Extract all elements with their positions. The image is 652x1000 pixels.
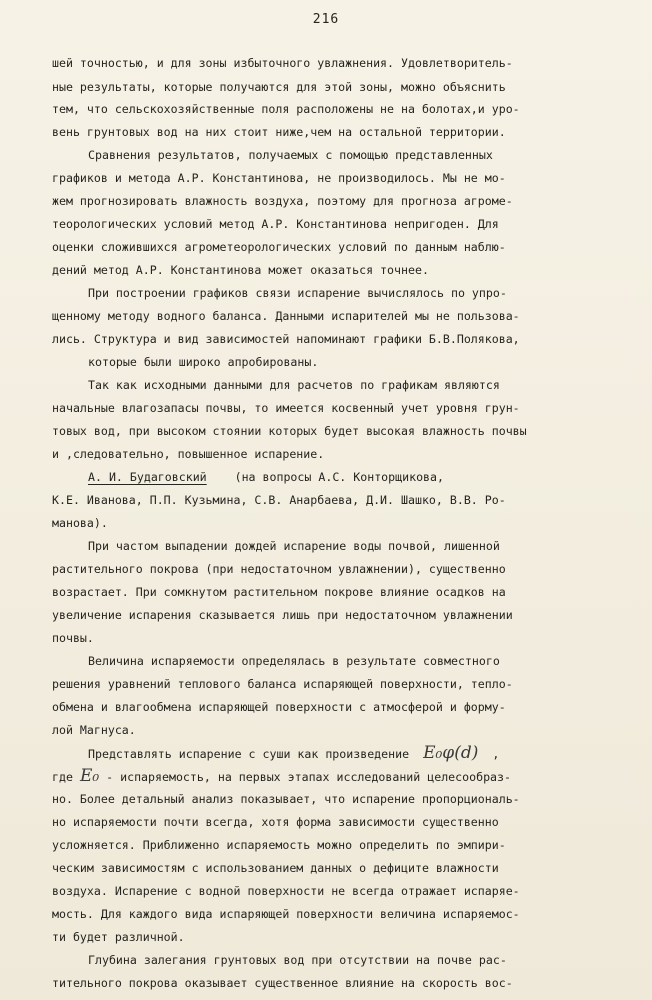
text-line: К.Е. Иванова, П.П. Кузьмина, С.В. Анарбаева, Д.И. Шашко, В.В. Ро- <box>52 493 506 507</box>
speaker-questions: (на вопросы А.С. Конторщикова, <box>234 470 444 484</box>
text-line: графиков и метода А.Р. Константинова, не производилось. Мы не мо- <box>52 171 506 185</box>
text-line: увеличение испарения сказывается лишь при недостаточном увлажнении <box>52 608 513 622</box>
text-line: дений метод А.Р. Константинова может оказаться точнее. <box>52 263 429 277</box>
text-line: лись. Структура и вид зависимостей напоминают графики Б.В.Полякова, <box>52 332 520 346</box>
text-line: оценки сложившихся агрометеорологических условий по данным наблю- <box>52 240 506 254</box>
text-line: шей точностью, и для зоны избыточного увлажнения. Удовлетворитель- <box>52 56 513 70</box>
text-line: но испаряемости почти всегда, хотя форма зависимости существенно <box>52 815 499 829</box>
text-line: начальные влагозапасы почвы, то имеется косвенный учет уровня грун- <box>52 401 520 415</box>
where-definition: - испаряемость, на первых этапах исследований целесообраз- <box>106 770 511 784</box>
text-line: тем, что сельскохозяйственные поля расположены не на болотах,и уро- <box>52 102 520 116</box>
formula-intro: Представлять испарение с суши как произведение <box>88 747 410 761</box>
text-line: При частом выпадении дождей испарение воды почвой, лишенной <box>88 539 500 553</box>
text-line: почвы. <box>52 631 94 645</box>
text-line: воздуха. Испарение с водной поверхности не всегда отражает испаряе- <box>52 884 520 898</box>
text-line: Так как исходными данными для расчетов по графикам являются <box>88 378 500 392</box>
text-line: манова). <box>52 516 108 530</box>
text-line: жем прогнозировать влажность воздуха, поэтому для прогноза агроме- <box>52 194 513 208</box>
text-line: которые были широко апробированы. <box>88 355 319 369</box>
text-line: щенному методу водного баланса. Данными испарителей мы не пользова- <box>52 309 520 323</box>
formula-comma: , <box>492 747 500 761</box>
text-line: ти будет различной. <box>52 930 185 944</box>
text-line: мость. Для каждого вида испаряющей поверхности величина испаряемос- <box>52 907 520 921</box>
text-line: теорологических условий метод А.Р. Константинова непригоден. Для <box>52 217 499 231</box>
handwritten-formula: E₀φ(d) <box>423 745 479 762</box>
text-line: обмена и влагообмена испаряющей поверхности с атмосферой и форму- <box>52 700 506 714</box>
text-line: и ,следовательно, повышенное испарение. <box>52 447 325 461</box>
text-line: тительного покрова оказывает существенное влияние на скорость вос- <box>52 976 513 990</box>
text-line: Величина испаряемости определялась в результате совместного <box>88 654 500 668</box>
text-line: Сравнения результатов, получаемых с помощью представленных <box>88 148 493 162</box>
handwritten-symbol: E₀ <box>79 768 100 785</box>
text-line: решения уравнений теплового баланса испаряющей поверхности, тепло- <box>52 677 513 691</box>
text-line: ческим зависимостям с использованием данных о дефиците влажности <box>52 861 499 875</box>
text-line: но. Более детальный анализ показывает, что испарение пропорциональ- <box>52 792 520 806</box>
formula-line <box>88 745 618 762</box>
text-line: возрастает. При сомкнутом растительном покрове влияние осадков на <box>52 585 506 599</box>
text-line: товых вод, при высоком стоянии которых будет высокая влажность почвы <box>52 424 527 438</box>
speaker-line <box>88 469 648 485</box>
text-line: вень грунтовых вод на них стоит ниже,чем на остальной территории. <box>52 125 506 139</box>
text-line: растительного покрова (при недостаточном увлажнении), существенно <box>52 562 506 576</box>
where-word: где <box>52 770 73 784</box>
text-line: лой Магнуса. <box>52 723 136 737</box>
text-line: усложняется. Приближенно испаряемость можно определить по эмпири- <box>52 838 506 852</box>
where-line <box>52 768 612 785</box>
page-number: 216 <box>312 12 340 27</box>
text-line: При построении графиков связи испарение вычислялось по упро- <box>88 286 507 300</box>
speaker-name: А. И. Будаговский <box>88 470 207 484</box>
text-line: ные результаты, которые получаются для этой зоны, можно объяснить <box>52 80 506 94</box>
text-line: Глубина залегания грунтовых вод при отсутствии на почве рас- <box>88 953 507 967</box>
